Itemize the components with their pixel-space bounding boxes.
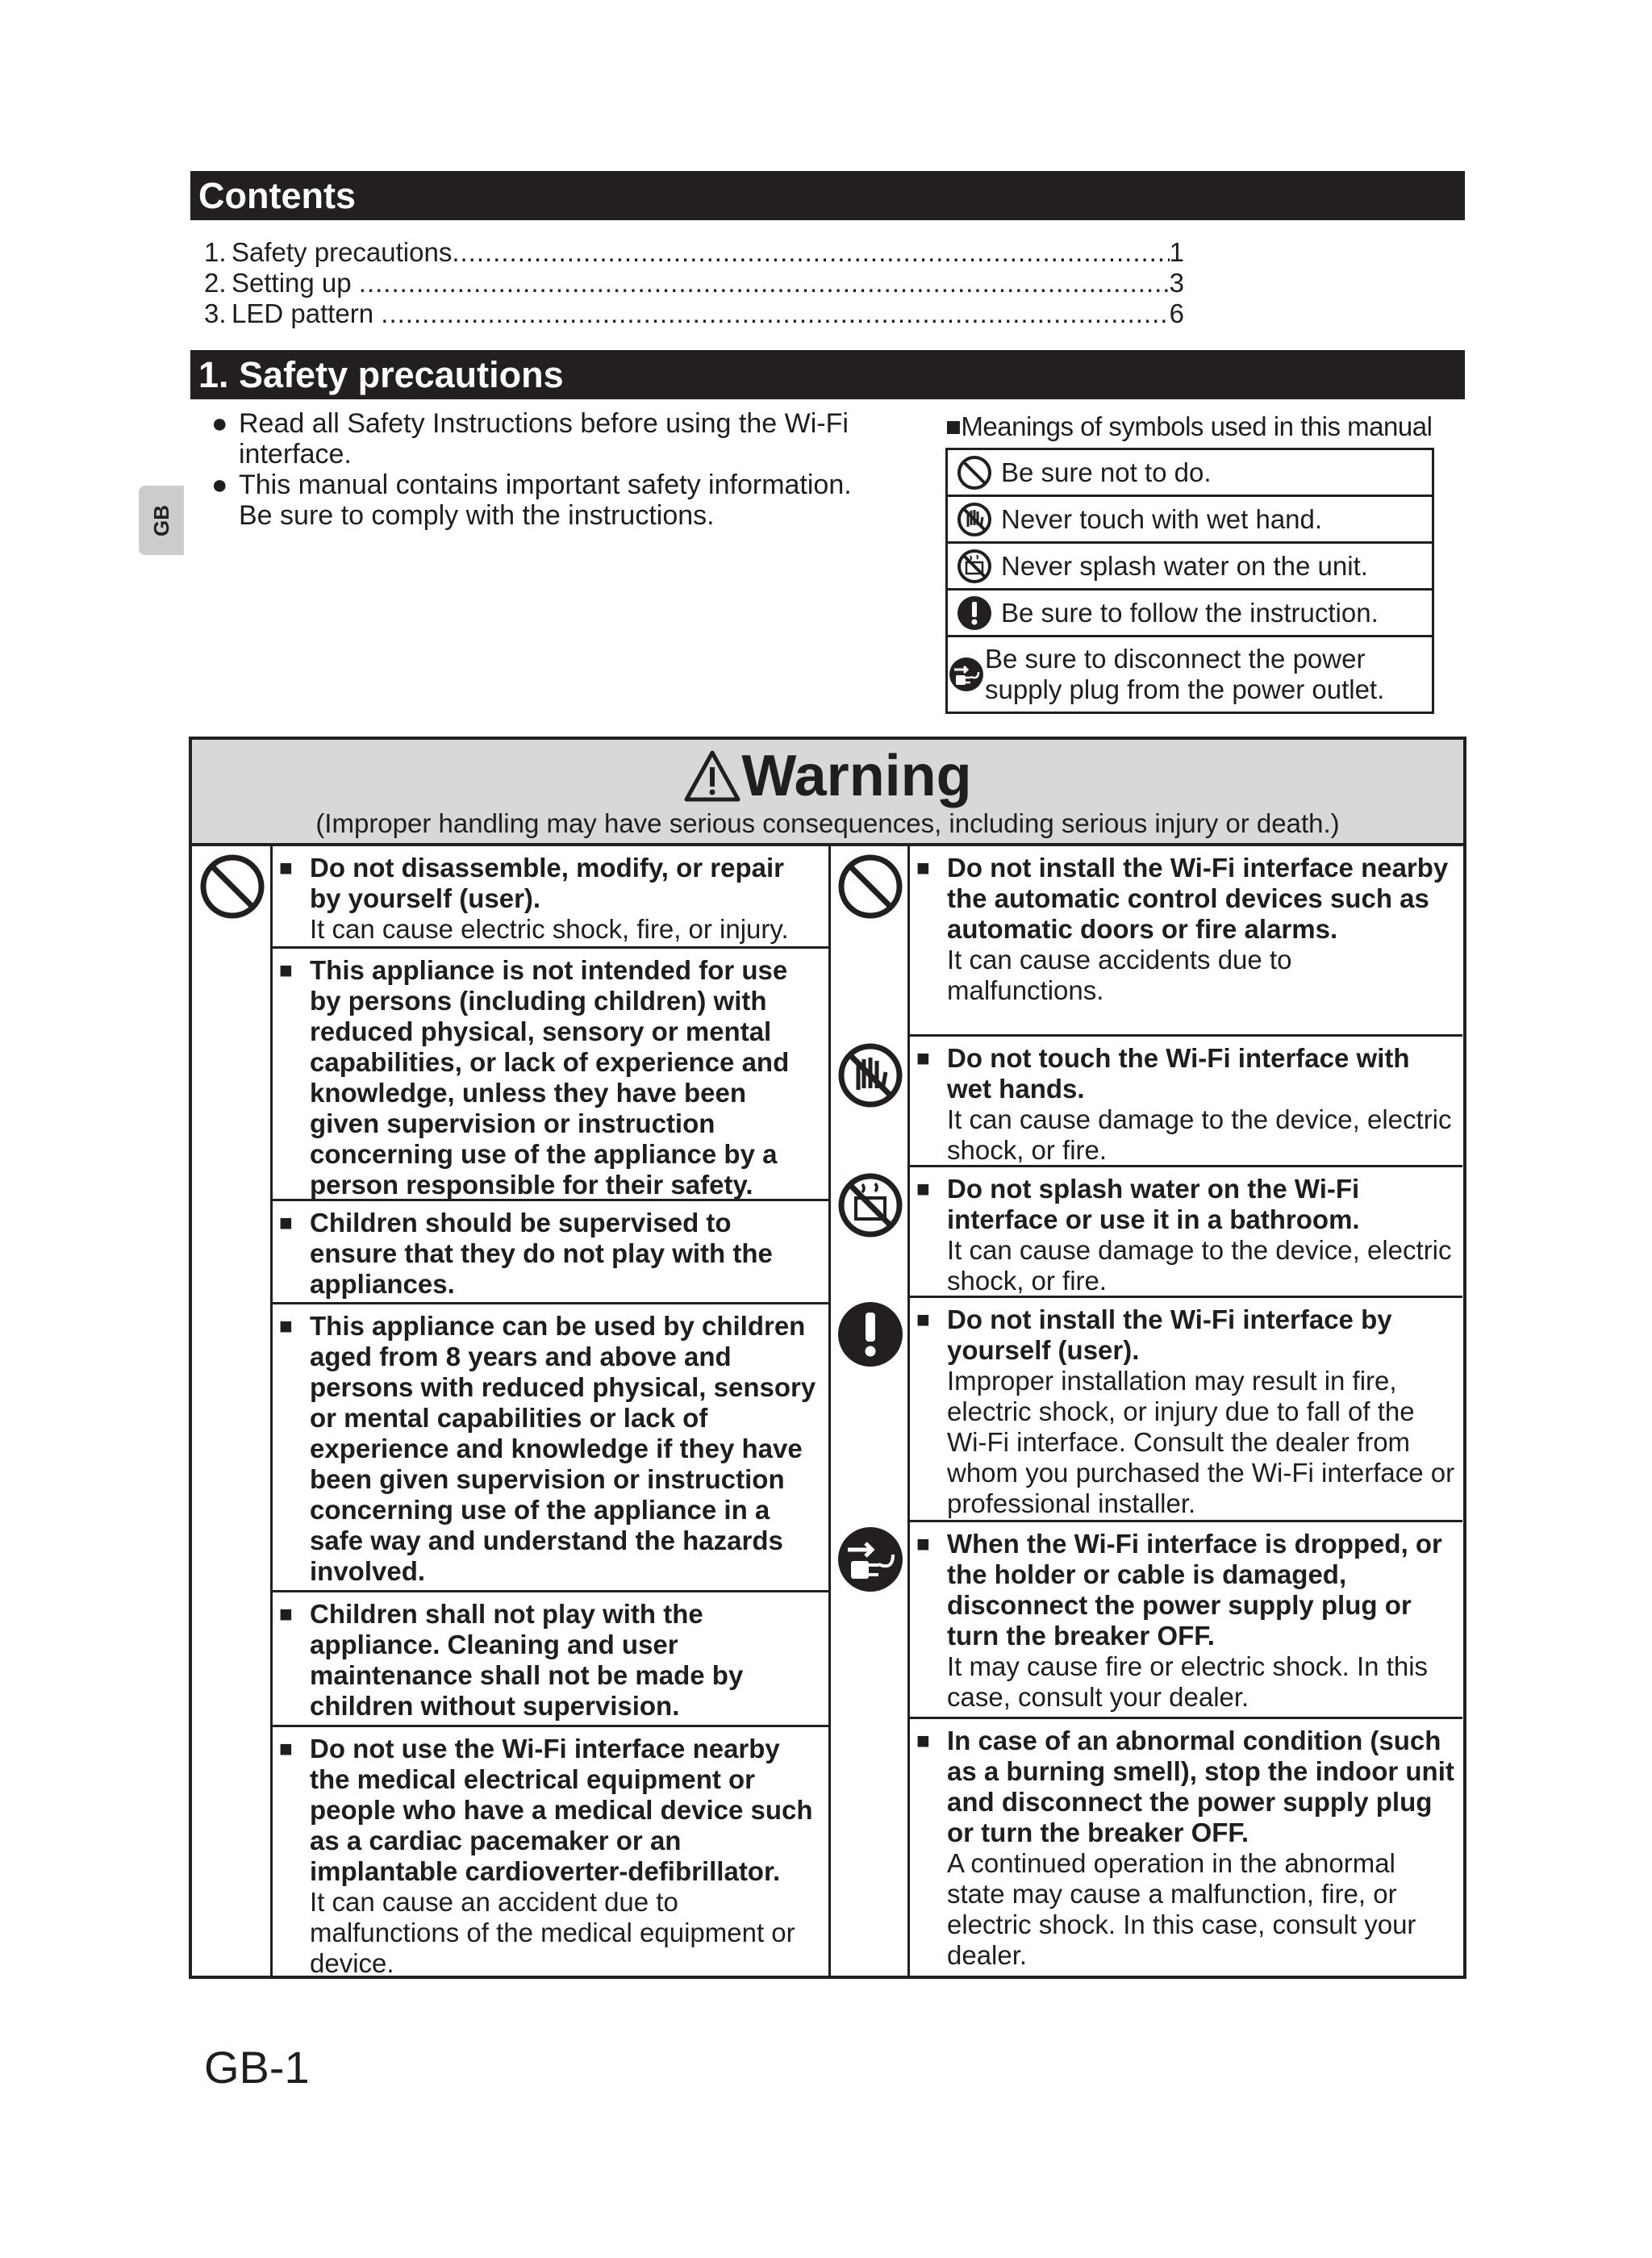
symbol-row xyxy=(948,591,1432,637)
no-wet-hand-icon xyxy=(956,501,993,538)
warning-right-column xyxy=(831,846,1464,1976)
warning-item xyxy=(273,846,828,946)
square-bullet-icon: ■ xyxy=(279,855,293,880)
icon-column xyxy=(831,846,910,1976)
square-bullet-icon: ■ xyxy=(916,1728,930,1753)
intro-list xyxy=(211,408,881,531)
prohibited-icon xyxy=(956,454,993,491)
warning-item-bold: Do not splash water on the Wi-Fi interface or use it in a bathroom. xyxy=(947,1174,1360,1234)
symbol-text: Be sure not to do. xyxy=(1001,457,1212,487)
warning-item-bold: This appliance is not intended for use by persons (including children) with reduced physical, sensory or mental capabilities, or lack of experience and knowledge, unless they have been given supervision or instruction concerning use of the appliance by a person responsible for their safety. xyxy=(310,955,790,1200)
square-bullet-icon: ■ xyxy=(916,1531,930,1556)
warning-item xyxy=(910,1034,1462,1165)
warning-item xyxy=(273,1725,828,1976)
symbol-text: Be sure to disconnect the power supply plug from the power outlet. xyxy=(985,644,1385,704)
warning-item xyxy=(273,1199,828,1302)
square-bullet-icon: ■ xyxy=(279,1601,293,1626)
symbol-text: Be sure to follow the instruction. xyxy=(1001,597,1379,628)
warning-item xyxy=(910,846,1462,1034)
toc-leader xyxy=(381,298,1169,329)
square-bullet-icon: ■ xyxy=(916,1046,930,1071)
warning-item-bold: When the Wi-Fi interface is dropped, or the holder or cable is damaged, disconnect the power supply plug or turn the breaker OFF. xyxy=(947,1529,1442,1651)
warning-item xyxy=(273,1302,828,1590)
warning-item-bold: Children shall not play with the appliance. Cleaning and user maintenance shall not be made by children without supervision. xyxy=(310,1599,744,1721)
square-bullet-icon: ■ xyxy=(916,1176,930,1201)
warning-item-text: It can cause an accident due to malfunctions of the medical equipment or device. xyxy=(310,1887,795,1978)
warning-header xyxy=(192,740,1463,846)
warning-item-bold: Do not touch the Wi-Fi interface with wet hands. xyxy=(947,1043,1410,1104)
symbol-row xyxy=(948,544,1432,591)
warning-item xyxy=(273,1590,828,1725)
table-of-contents xyxy=(204,237,1184,329)
page-number: GB-1 xyxy=(204,2042,310,2093)
toc-page: 1 xyxy=(1169,237,1184,267)
intro-text: This manual contains important safety information. Be sure to comply with the instructions. xyxy=(239,470,852,531)
warning-title: Warning xyxy=(741,744,972,808)
intro-item xyxy=(211,470,881,531)
warning-item xyxy=(273,946,828,1199)
warning-item xyxy=(910,1296,1462,1520)
square-bullet-icon: ■ xyxy=(279,1313,293,1338)
toc-label: Setting up xyxy=(232,268,359,298)
warning-item-bold: Children should be supervised to ensure that they do not play with the appliances. xyxy=(310,1208,773,1299)
warning-subtitle: (Improper handling may have serious consequences, including serious injury or death.) xyxy=(315,808,1340,838)
symbol-text: Never splash water on the unit. xyxy=(1001,550,1368,581)
safety-heading: 1. Safety precautions xyxy=(190,350,1465,399)
language-tab xyxy=(139,486,184,555)
warning-item-text: Improper installation may result in fire, electric shock, or injury due to fall of the Wi-Fi interface. Consult the dealer from whom you purchased the Wi-Fi interface or professional installer. xyxy=(947,1366,1455,1518)
square-bullet-icon: ■ xyxy=(279,1736,293,1761)
symbol-row xyxy=(948,450,1432,497)
toc-number: 2. xyxy=(204,268,227,298)
warning-left-column xyxy=(192,846,831,1976)
no-water-splash-icon xyxy=(956,548,993,585)
warning-triangle-icon xyxy=(683,749,741,803)
unplug-icon xyxy=(948,656,985,693)
warning-item-text: It can cause electric shock, fire, or injury. xyxy=(310,914,789,944)
intro-text: Read all Safety Instructions before using the Wi-Fi interface. xyxy=(239,408,849,470)
toc-page: 6 xyxy=(1169,298,1184,328)
no-water-splash-icon xyxy=(836,1171,904,1239)
warning-item-bold: Do not install the Wi-Fi interface by yourself (user). xyxy=(947,1304,1392,1365)
symbols-heading: ■Meanings of symbols used in this manual xyxy=(945,411,1433,441)
symbol-row xyxy=(948,497,1432,544)
warning-item-bold: In case of an abnormal condition (such as a burning smell), stop the indoor unit and disconnect the power supply plug or turn the breaker OFF. xyxy=(947,1726,1454,1847)
warning-box xyxy=(189,737,1466,1979)
square-bullet-icon: ■ xyxy=(916,855,930,880)
toc-leader xyxy=(452,237,1169,268)
symbol-row xyxy=(948,637,1432,712)
no-wet-hand-icon xyxy=(836,1041,904,1109)
symbols-table xyxy=(945,448,1434,714)
bullet-icon: ● xyxy=(211,470,228,500)
bullet-icon: ● xyxy=(211,408,228,439)
warning-item-text: It may cause fire or electric shock. In this case, consult your dealer. xyxy=(947,1651,1429,1712)
contents-heading: Contents xyxy=(190,171,1465,220)
square-bullet-icon: ■ xyxy=(916,1307,930,1332)
toc-item[interactable] xyxy=(204,237,1184,268)
mandatory-exclamation-icon xyxy=(956,595,993,632)
toc-number: 1. xyxy=(204,237,227,267)
warning-item-bold: Do not install the Wi-Fi interface nearby the automatic control devices such as automatic doors or fire alarms. xyxy=(947,853,1449,944)
warning-item-text: A continued operation in the abnormal state may cause a malfunction, fire, or electric shock. In this case, consult your dealer. xyxy=(947,1848,1416,1970)
prohibited-icon xyxy=(198,853,266,920)
toc-page: 3 xyxy=(1169,268,1184,298)
prohibited-icon xyxy=(836,853,904,920)
toc-leader xyxy=(359,268,1170,298)
warning-item-bold: Do not disassemble, modify, or repair by yourself (user). xyxy=(310,853,785,913)
square-bullet-icon: ■ xyxy=(279,1210,293,1235)
warning-item-bold: This appliance can be used by children aged from 8 years and above and persons with reduced physical, sensory or mental capabilities or lack of experience and knowledge if they have been given supervision or instruction concerning use of the appliance in a safe way and understand the hazards involved. xyxy=(310,1311,816,1586)
toc-item[interactable] xyxy=(204,298,1184,329)
warning-item xyxy=(910,1165,1462,1296)
intro-item xyxy=(211,408,881,470)
square-bullet-icon: ■ xyxy=(279,958,293,983)
warning-item xyxy=(910,1717,1462,1976)
warning-item-text: It can cause damage to the device, electric shock, or fire. xyxy=(947,1235,1452,1296)
icon-column xyxy=(192,846,273,1976)
language-tab-label: GB xyxy=(148,504,173,536)
warning-item-text: It can cause damage to the device, electric shock, or fire. xyxy=(947,1104,1452,1165)
toc-label: Safety precautions xyxy=(232,237,453,267)
warning-item xyxy=(910,1520,1462,1717)
symbol-text: Never touch with wet hand. xyxy=(1001,503,1323,534)
toc-number: 3. xyxy=(204,298,227,328)
warning-item-bold: Do not use the Wi-Fi interface nearby the medical electrical equipment or people who have a medical device such as a cardiac pacemaker or an implantable cardioverter-defibrillator. xyxy=(310,1734,813,1886)
mandatory-exclamation-icon xyxy=(836,1300,904,1368)
toc-item[interactable] xyxy=(204,268,1184,298)
toc-label: LED pattern xyxy=(232,298,382,328)
warning-item-text: It can cause accidents due to malfunctions. xyxy=(947,945,1292,1005)
unplug-icon xyxy=(836,1526,904,1593)
